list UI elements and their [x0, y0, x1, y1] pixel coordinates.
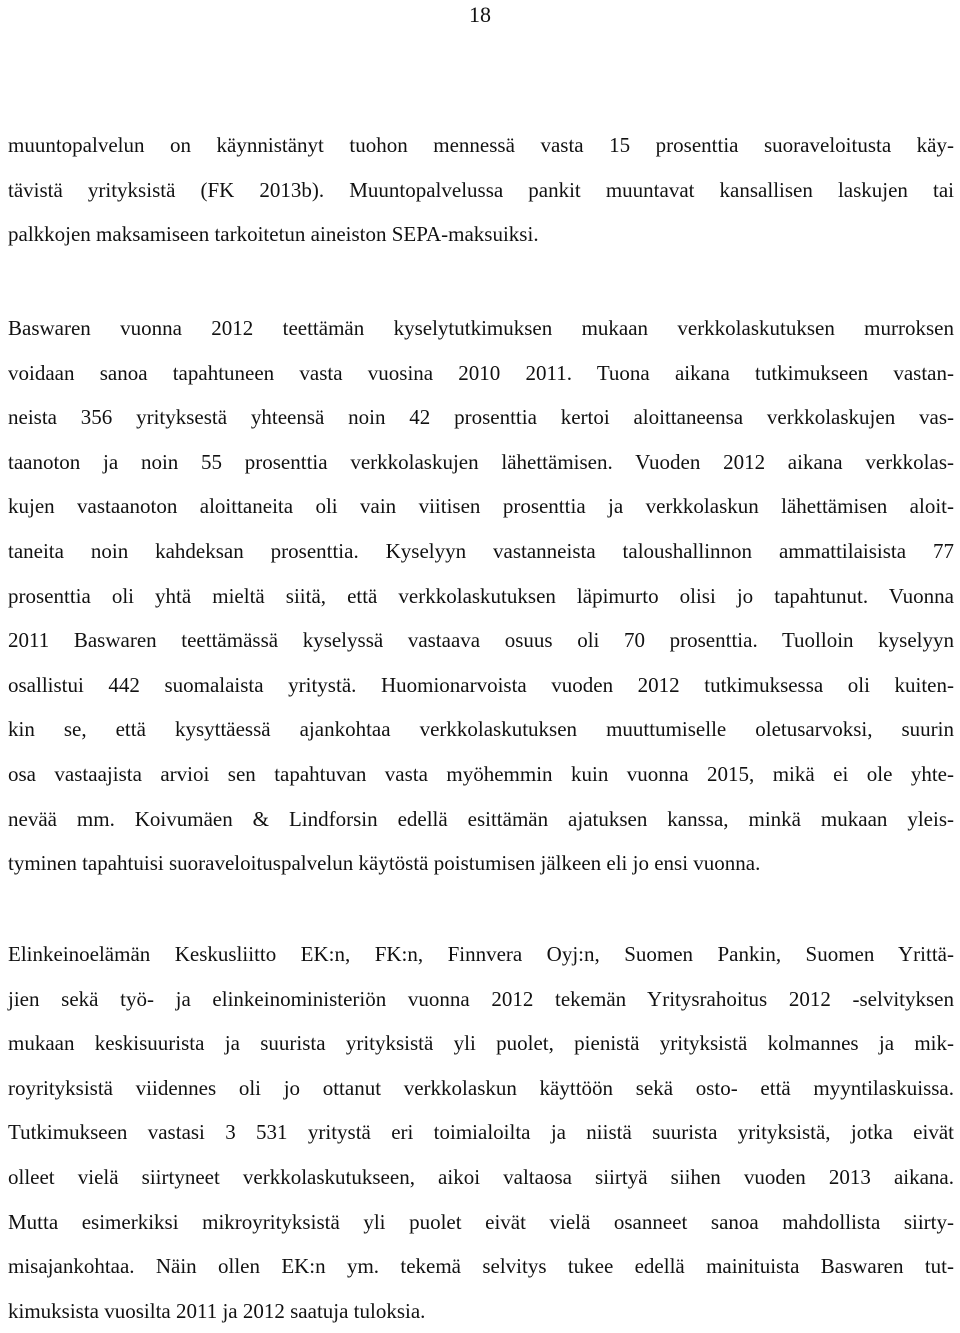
text-line: prosenttia oli yhtä mieltä siitä, että verkkolaskutuksen läpimurto olisi jo tapahtunut. Vuonna — [8, 583, 954, 608]
text-line: mukaan keskisuurista ja suurista yrityksistä yli puolet, pienistä yrityksistä kolmannes ja mik- — [8, 1031, 954, 1056]
text-line: muuntopalvelun on käynnistänyt tuohon mennessä vasta 15 prosenttia suoraveloitusta käy- — [8, 133, 954, 157]
text-line: neista 356 yrityksestä yhteensä noin 42 prosenttia kertoi aloittaneensa verkkolaskujen vas- — [8, 405, 954, 430]
text-line: jien sekä työ- ja elinkeinoministeriön vuonna 2012 tekemän Yritysrahoitus 2012 -selvityksen — [8, 986, 954, 1011]
text-line: tyminen tapahtuisi suoraveloituspalvelun käytöstä poistumisen jälkeen eli jo ensi vuonna. — [8, 851, 761, 876]
text-line: Elinkeinoelämän Keskusliitto EK:n, FK:n, Finnvera Oyj:n, Suomen Pankin, Suomen Yrittä- — [8, 942, 954, 966]
text-line: royrityksistä viidennes oli jo ottanut verkkolaskun käyttöön sekä osto- että myyntilaskuissa. — [8, 1075, 954, 1100]
text-line: osa vastaajista arvioi sen tapahtuvan vasta myöhemmin kuin vuonna 2015, mikä ei ole yhte- — [8, 761, 954, 786]
text-line: 2011 Baswaren teettämässä kyselyssä vastaava osuus oli 70 prosenttia. Tuolloin kyselyyn — [8, 628, 954, 653]
text-line: kujen vastaanoton aloittaneita oli vain viitisen prosenttia ja verkkolaskun lähettämisen aloit- — [8, 494, 954, 519]
text-line: voidaan sanoa tapahtuneen vasta vuosina 2010 2011. Tuona aikana tutkimukseen vastan- — [8, 360, 954, 385]
text-line: kimuksista vuosilta 2011 ja 2012 saatuja tuloksia. — [8, 1298, 426, 1323]
text-line: palkkojen maksamiseen tarkoitetun aineiston SEPA-maksuiksi. — [8, 222, 539, 247]
text-line: osallistui 442 suomalaista yritystä. Huomionarvoista vuoden 2012 tutkimuksessa oli kuiten- — [8, 672, 954, 697]
text-line: olleet vielä siirtyneet verkkolaskutukseen, aikoi valtaosa siirtyä siihen vuoden 2013 aikana. — [8, 1164, 954, 1189]
text-line: tävistä yrityksistä (FK 2013b). Muuntopalvelussa pankit muuntavat kansallisen laskujen tai — [8, 177, 954, 202]
paragraph-sepa-conversion — [8, 123, 954, 257]
text-line: nevää mm. Koivumäen & Lindforsin edellä esittämän ajatuksen kanssa, minkä mukaan yleis- — [8, 806, 954, 831]
paragraph-basware-survey — [8, 306, 954, 886]
paragraph-ek-financing-survey — [8, 932, 954, 1333]
text-line: kin se, että kysyttäessä ajankohtaa verkkolaskutuksen muuttumiselle oletusarvoksi, suurin — [8, 717, 954, 742]
text-line: misajankohtaa. Näin ollen EK:n ym. tekemä selvitys tukee edellä mainituista Baswaren tut- — [8, 1254, 954, 1279]
text-line: Mutta esimerkiksi mikroyrityksistä yli puolet eivät vielä osanneet sanoa mahdollista siirty- — [8, 1209, 954, 1234]
text-line: Tutkimukseen vastasi 3 531 yritystä eri toimialoilta ja niistä suurista yrityksistä, jotka eivät — [8, 1120, 954, 1145]
text-line: Baswaren vuonna 2012 teettämän kyselytutkimuksen mukaan verkkolaskutuksen murroksen — [8, 316, 954, 340]
text-line: taanoton ja noin 55 prosenttia verkkolaskujen lähettämisen. Vuoden 2012 aikana verkkolas- — [8, 449, 954, 474]
page-number: 18 — [469, 2, 491, 27]
text-line: taneita noin kahdeksan prosenttia. Kyselyyn vastanneista taloushallinnon ammattilaisista 77 — [8, 538, 954, 563]
